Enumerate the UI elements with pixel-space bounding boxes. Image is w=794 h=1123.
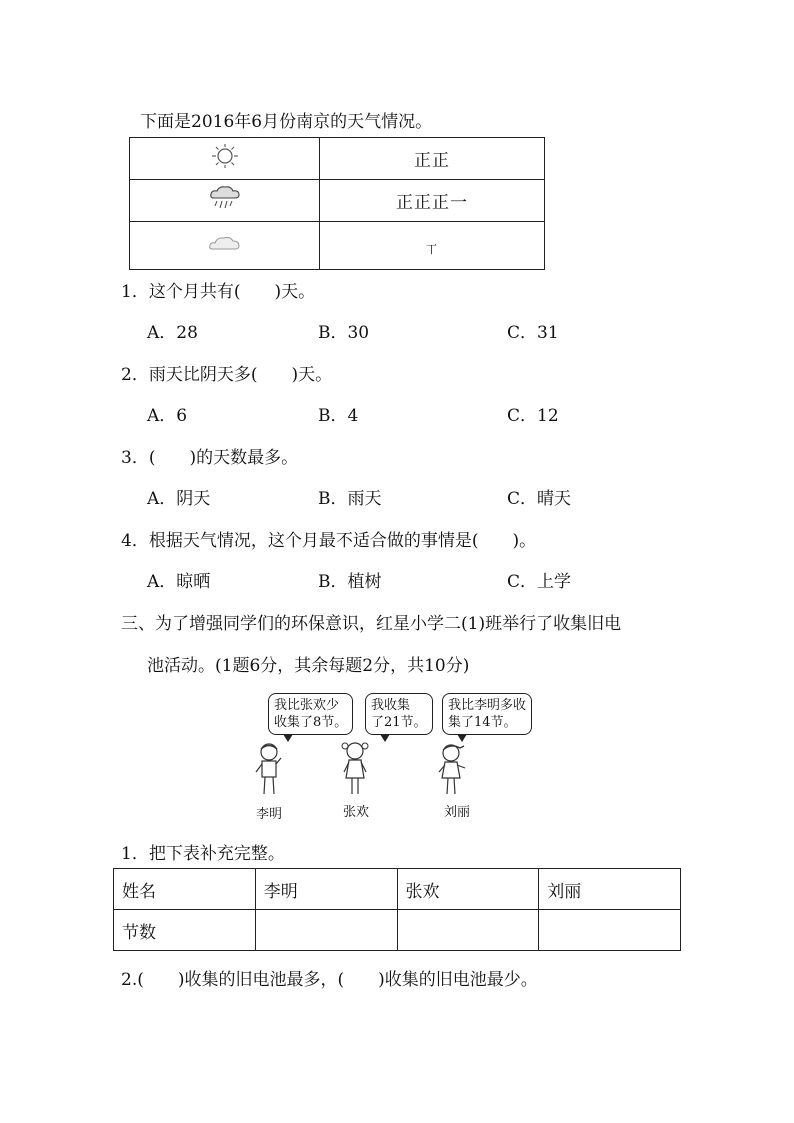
bubble-text: 我收集	[371, 698, 411, 713]
bubble-text: 了21节。	[371, 715, 427, 730]
section-3-heading-cont: 池活动。(1题6分，其余每题2分，共10分)	[147, 656, 470, 676]
option-c: C．31	[507, 323, 559, 343]
intro-text: 下面是2016年6月份南京的天气情况。	[140, 112, 433, 132]
section-3-heading: 三、为了增强同学们的环保意识，红星小学二(1)班举行了收集旧电	[121, 614, 622, 634]
cloud-icon	[130, 222, 320, 270]
option-b: B．植树	[318, 572, 382, 592]
option-c: C．12	[507, 406, 559, 426]
table-row	[114, 910, 681, 951]
bubble-text: 我比张欢少	[274, 698, 340, 713]
question-2: 2．雨天比阴天多( )天。	[121, 365, 333, 385]
rain-cloud-icon	[130, 180, 320, 222]
question-fill-table: 1．把下表补充完整。	[121, 844, 285, 864]
option-c: C．晴天	[507, 489, 572, 509]
kid-name-liming: 李明	[256, 807, 283, 822]
option-b: B．雨天	[318, 489, 382, 509]
header-cell: 刘丽	[539, 869, 681, 910]
girl-figure	[338, 740, 372, 798]
rainy-tally: 正正正一	[320, 180, 545, 222]
sun-icon	[130, 138, 320, 180]
question-1: 1．这个月共有( )天。	[121, 282, 316, 302]
question-4: 4．根据天气情况，这个月最不适合做的事情是( )。	[121, 531, 537, 551]
table-row	[130, 138, 545, 180]
bubble-text: 收集了8节。	[274, 715, 348, 730]
option-a: A．阴天	[147, 489, 211, 509]
girl-figure	[433, 742, 471, 798]
kid-name-zhanghuan: 张欢	[343, 805, 370, 820]
option-a: A．28	[147, 323, 198, 343]
answer-cell[interactable]	[255, 910, 397, 951]
option-c: C．上学	[507, 572, 572, 592]
cloudy-tally: 丅	[320, 222, 545, 270]
battery-table	[113, 868, 681, 951]
answer-cell[interactable]	[539, 910, 681, 951]
speech-bubble-zhanghuan	[365, 693, 433, 735]
header-cell: 李明	[255, 869, 397, 910]
answer-cell[interactable]	[397, 910, 539, 951]
speech-bubble-liuli	[442, 693, 532, 735]
question-3: 3．( )的天数最多。	[121, 448, 299, 468]
header-cell: 张欢	[397, 869, 539, 910]
row-label-cell: 节数	[114, 910, 256, 951]
question-most-least: 2.( )收集的旧电池最多，( )收集的旧电池最少。	[121, 970, 538, 990]
option-a: A．晾晒	[147, 572, 211, 592]
option-b: B．30	[318, 323, 370, 343]
bubble-text: 集了14节。	[448, 715, 517, 730]
table-row	[130, 180, 545, 222]
speech-bubble-liming	[268, 693, 353, 735]
option-b: B．4	[318, 406, 359, 426]
weather-table	[129, 137, 545, 270]
option-a: A．6	[147, 406, 188, 426]
table-row	[130, 222, 545, 270]
bubble-text: 我比李明多收	[448, 698, 527, 713]
header-cell: 姓名	[114, 869, 256, 910]
kid-name-liuli: 刘丽	[444, 805, 471, 820]
table-row	[114, 869, 681, 910]
boy-figure	[252, 742, 286, 798]
sunny-tally: 正正	[320, 138, 545, 180]
